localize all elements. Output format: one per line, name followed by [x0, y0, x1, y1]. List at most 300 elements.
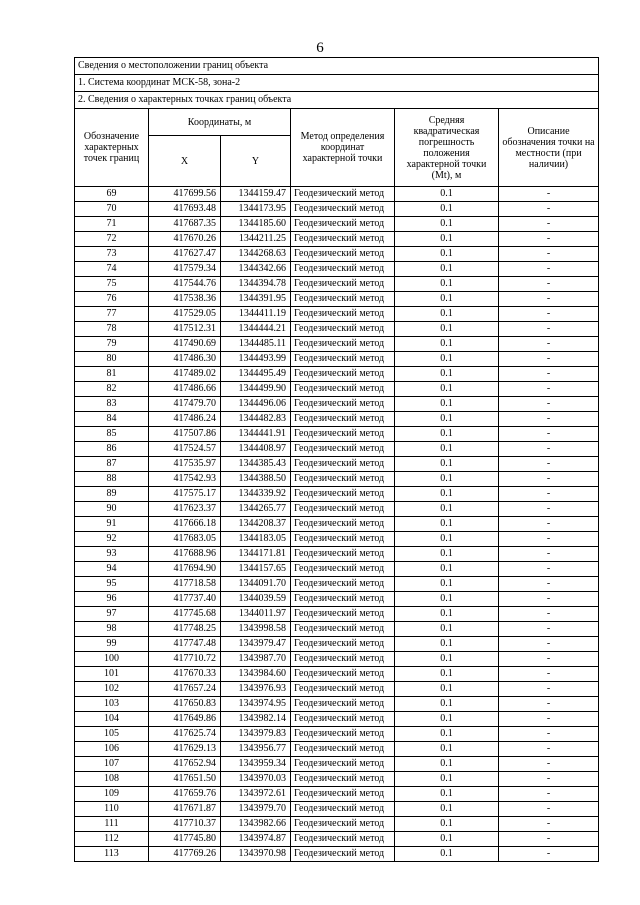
- method-cell: Геодезический метод: [291, 292, 395, 307]
- y-coordinate-cell: 1344211.25: [221, 232, 291, 247]
- y-coordinate-cell: 1343956.77: [221, 742, 291, 757]
- description-cell: -: [499, 847, 599, 862]
- table-row: [75, 397, 599, 412]
- accuracy-cell: 0.1: [395, 622, 499, 637]
- y-coordinate-cell: 1344408.97: [221, 442, 291, 457]
- table-row: [75, 547, 599, 562]
- table-row: [75, 817, 599, 832]
- accuracy-cell: 0.1: [395, 697, 499, 712]
- table-row: [75, 202, 599, 217]
- point-id-cell: 79: [75, 337, 149, 352]
- method-cell: Геодезический метод: [291, 697, 395, 712]
- y-coordinate-cell: 1344157.65: [221, 562, 291, 577]
- point-id-cell: 92: [75, 532, 149, 547]
- point-id-cell: 76: [75, 292, 149, 307]
- description-cell: -: [499, 472, 599, 487]
- accuracy-cell: 0.1: [395, 202, 499, 217]
- table-row: [75, 712, 599, 727]
- accuracy-cell: 0.1: [395, 367, 499, 382]
- description-cell: -: [499, 577, 599, 592]
- description-cell: -: [499, 772, 599, 787]
- table-row: [75, 487, 599, 502]
- x-coordinate-cell: 417535.97: [149, 457, 221, 472]
- y-coordinate-cell: 1344441.91: [221, 427, 291, 442]
- y-coordinate-cell: 1343998.58: [221, 622, 291, 637]
- y-coordinate-cell: 1344485.11: [221, 337, 291, 352]
- point-id-cell: 87: [75, 457, 149, 472]
- accuracy-cell: 0.1: [395, 727, 499, 742]
- y-coordinate-cell: 1343982.14: [221, 712, 291, 727]
- description-cell: -: [499, 292, 599, 307]
- point-id-cell: 108: [75, 772, 149, 787]
- y-coordinate-cell: 1344339.92: [221, 487, 291, 502]
- description-cell: -: [499, 562, 599, 577]
- point-id-cell: 88: [75, 472, 149, 487]
- table-row: [75, 652, 599, 667]
- y-coordinate-cell: 1344265.77: [221, 502, 291, 517]
- x-coordinate-cell: 417737.40: [149, 592, 221, 607]
- point-id-cell: 91: [75, 517, 149, 532]
- x-coordinate-cell: 417670.26: [149, 232, 221, 247]
- point-id-cell: 100: [75, 652, 149, 667]
- x-coordinate-cell: 417529.05: [149, 307, 221, 322]
- y-coordinate-cell: 1344444.21: [221, 322, 291, 337]
- method-cell: Геодезический метод: [291, 382, 395, 397]
- point-id-cell: 77: [75, 307, 149, 322]
- y-coordinate-cell: 1343979.47: [221, 637, 291, 652]
- method-cell: Геодезический метод: [291, 457, 395, 472]
- table-row: [75, 802, 599, 817]
- y-coordinate-cell: 1344208.37: [221, 517, 291, 532]
- accuracy-cell: 0.1: [395, 592, 499, 607]
- x-coordinate-cell: 417538.36: [149, 292, 221, 307]
- accuracy-cell: 0.1: [395, 247, 499, 262]
- description-cell: -: [499, 727, 599, 742]
- point-id-cell: 110: [75, 802, 149, 817]
- table-row: [75, 697, 599, 712]
- point-id-cell: 113: [75, 847, 149, 862]
- description-cell: -: [499, 277, 599, 292]
- table-row: [75, 517, 599, 532]
- x-coordinate-cell: 417683.05: [149, 532, 221, 547]
- table-row: [75, 787, 599, 802]
- table-row: [75, 727, 599, 742]
- table-row: [75, 757, 599, 772]
- x-coordinate-cell: 417629.13: [149, 742, 221, 757]
- y-coordinate-cell: 1344493.99: [221, 352, 291, 367]
- boundary-points-table: [74, 57, 599, 862]
- accuracy-cell: 0.1: [395, 772, 499, 787]
- description-cell: -: [499, 802, 599, 817]
- description-cell: -: [499, 412, 599, 427]
- table-row: [75, 772, 599, 787]
- y-coordinate-cell: 1343979.83: [221, 727, 291, 742]
- accuracy-cell: 0.1: [395, 712, 499, 727]
- point-id-cell: 106: [75, 742, 149, 757]
- x-coordinate-cell: 417542.93: [149, 472, 221, 487]
- table-row: [75, 367, 599, 382]
- y-coordinate-cell: 1343984.60: [221, 667, 291, 682]
- method-cell: Геодезический метод: [291, 637, 395, 652]
- y-coordinate-cell: 1343976.93: [221, 682, 291, 697]
- accuracy-cell: 0.1: [395, 847, 499, 862]
- section-title: Сведения о местоположении границ объекта: [75, 58, 599, 75]
- y-coordinate-cell: 1343982.66: [221, 817, 291, 832]
- y-coordinate-cell: 1343959.34: [221, 757, 291, 772]
- point-id-cell: 101: [75, 667, 149, 682]
- description-cell: -: [499, 652, 599, 667]
- x-coordinate-cell: 417544.76: [149, 277, 221, 292]
- x-coordinate-cell: 417694.90: [149, 562, 221, 577]
- method-cell: Геодезический метод: [291, 367, 395, 382]
- accuracy-cell: 0.1: [395, 397, 499, 412]
- table-row: [75, 247, 599, 262]
- point-id-cell: 95: [75, 577, 149, 592]
- description-cell: -: [499, 592, 599, 607]
- x-coordinate-cell: 417671.87: [149, 802, 221, 817]
- y-coordinate-cell: 1344185.60: [221, 217, 291, 232]
- description-cell: -: [499, 607, 599, 622]
- accuracy-cell: 0.1: [395, 337, 499, 352]
- point-id-cell: 74: [75, 262, 149, 277]
- x-coordinate-cell: 417687.35: [149, 217, 221, 232]
- x-coordinate-cell: 417693.48: [149, 202, 221, 217]
- accuracy-cell: 0.1: [395, 832, 499, 847]
- table-row: [75, 637, 599, 652]
- method-cell: Геодезический метод: [291, 442, 395, 457]
- y-coordinate-cell: 1344482.83: [221, 412, 291, 427]
- method-cell: Геодезический метод: [291, 832, 395, 847]
- description-cell: -: [499, 757, 599, 772]
- method-cell: Геодезический метод: [291, 307, 395, 322]
- x-coordinate-cell: 417623.37: [149, 502, 221, 517]
- point-id-cell: 90: [75, 502, 149, 517]
- x-coordinate-cell: 417507.86: [149, 427, 221, 442]
- point-id-cell: 70: [75, 202, 149, 217]
- x-coordinate-cell: 417486.24: [149, 412, 221, 427]
- description-cell: -: [499, 322, 599, 337]
- accuracy-cell: 0.1: [395, 442, 499, 457]
- point-id-cell: 98: [75, 622, 149, 637]
- x-coordinate-cell: 417710.72: [149, 652, 221, 667]
- x-coordinate-cell: 417575.17: [149, 487, 221, 502]
- table-row: [75, 292, 599, 307]
- point-id-cell: 105: [75, 727, 149, 742]
- method-cell: Геодезический метод: [291, 427, 395, 442]
- coord-system: 1. Система координат МСК-58, зона-2: [75, 75, 599, 92]
- x-coordinate-cell: 417769.26: [149, 847, 221, 862]
- accuracy-cell: 0.1: [395, 412, 499, 427]
- table-row: [75, 607, 599, 622]
- x-coordinate-cell: 417710.37: [149, 817, 221, 832]
- table-row: [75, 187, 599, 202]
- x-coordinate-cell: 417489.02: [149, 367, 221, 382]
- description-cell: -: [499, 817, 599, 832]
- table-row: [75, 277, 599, 292]
- table-row: [75, 322, 599, 337]
- table-row: [75, 832, 599, 847]
- table-row: [75, 352, 599, 367]
- table-row: [75, 307, 599, 322]
- point-id-cell: 94: [75, 562, 149, 577]
- method-cell: Геодезический метод: [291, 607, 395, 622]
- description-cell: -: [499, 832, 599, 847]
- header-point-id: Обозначение характерных точек границ: [75, 109, 149, 187]
- accuracy-cell: 0.1: [395, 682, 499, 697]
- header-accuracy: Средняя квадратическая погрешность положения характерной точки (Mt), м: [395, 109, 499, 187]
- table-row: [75, 382, 599, 397]
- method-cell: Геодезический метод: [291, 817, 395, 832]
- header-x: X: [149, 136, 221, 187]
- method-cell: Геодезический метод: [291, 742, 395, 757]
- header-y: Y: [221, 136, 291, 187]
- header-row-1: [75, 109, 599, 136]
- method-cell: Геодезический метод: [291, 532, 395, 547]
- x-coordinate-cell: 417524.57: [149, 442, 221, 457]
- point-id-cell: 89: [75, 487, 149, 502]
- y-coordinate-cell: 1344091.70: [221, 577, 291, 592]
- method-cell: Геодезический метод: [291, 217, 395, 232]
- point-id-cell: 81: [75, 367, 149, 382]
- description-cell: -: [499, 742, 599, 757]
- x-coordinate-cell: 417666.18: [149, 517, 221, 532]
- description-cell: -: [499, 232, 599, 247]
- section-title-row: [75, 58, 599, 75]
- y-coordinate-cell: 1343974.87: [221, 832, 291, 847]
- point-id-cell: 93: [75, 547, 149, 562]
- y-coordinate-cell: 1343970.98: [221, 847, 291, 862]
- y-coordinate-cell: 1344411.19: [221, 307, 291, 322]
- accuracy-cell: 0.1: [395, 472, 499, 487]
- x-coordinate-cell: 417486.30: [149, 352, 221, 367]
- table-row: [75, 232, 599, 247]
- description-cell: -: [499, 622, 599, 637]
- x-coordinate-cell: 417652.94: [149, 757, 221, 772]
- description-cell: -: [499, 202, 599, 217]
- description-cell: -: [499, 262, 599, 277]
- x-coordinate-cell: 417649.86: [149, 712, 221, 727]
- accuracy-cell: 0.1: [395, 562, 499, 577]
- x-coordinate-cell: 417699.56: [149, 187, 221, 202]
- method-cell: Геодезический метод: [291, 547, 395, 562]
- accuracy-cell: 0.1: [395, 637, 499, 652]
- point-id-cell: 75: [75, 277, 149, 292]
- y-coordinate-cell: 1344391.95: [221, 292, 291, 307]
- accuracy-cell: 0.1: [395, 607, 499, 622]
- method-cell: Геодезический метод: [291, 502, 395, 517]
- table-row: [75, 562, 599, 577]
- header-method: Метод определения координат характерной точки: [291, 109, 395, 187]
- method-cell: Геодезический метод: [291, 247, 395, 262]
- description-cell: -: [499, 487, 599, 502]
- method-cell: Геодезический метод: [291, 337, 395, 352]
- point-id-cell: 84: [75, 412, 149, 427]
- accuracy-cell: 0.1: [395, 652, 499, 667]
- point-id-cell: 69: [75, 187, 149, 202]
- point-id-cell: 73: [75, 247, 149, 262]
- table-row: [75, 427, 599, 442]
- description-cell: -: [499, 217, 599, 232]
- description-cell: -: [499, 442, 599, 457]
- table-row: [75, 577, 599, 592]
- header-description: Описание обозначения точки на местности (при наличии): [499, 109, 599, 187]
- table-row: [75, 337, 599, 352]
- accuracy-cell: 0.1: [395, 187, 499, 202]
- y-coordinate-cell: 1344171.81: [221, 547, 291, 562]
- method-cell: Геодезический метод: [291, 352, 395, 367]
- description-cell: -: [499, 247, 599, 262]
- accuracy-cell: 0.1: [395, 262, 499, 277]
- table-row: [75, 667, 599, 682]
- method-cell: Геодезический метод: [291, 202, 395, 217]
- method-cell: Геодезический метод: [291, 577, 395, 592]
- method-cell: Геодезический метод: [291, 682, 395, 697]
- table-row: [75, 742, 599, 757]
- method-cell: Геодезический метод: [291, 472, 395, 487]
- accuracy-cell: 0.1: [395, 352, 499, 367]
- y-coordinate-cell: 1343987.70: [221, 652, 291, 667]
- method-cell: Геодезический метод: [291, 397, 395, 412]
- y-coordinate-cell: 1344495.49: [221, 367, 291, 382]
- method-cell: Геодезический метод: [291, 802, 395, 817]
- accuracy-cell: 0.1: [395, 487, 499, 502]
- table-row: [75, 412, 599, 427]
- points-section-title: 2. Сведения о характерных точках границ объекта: [75, 92, 599, 109]
- method-cell: Геодезический метод: [291, 787, 395, 802]
- coord-system-row: [75, 75, 599, 92]
- table-row: [75, 682, 599, 697]
- point-id-cell: 78: [75, 322, 149, 337]
- method-cell: Геодезический метод: [291, 622, 395, 637]
- x-coordinate-cell: 417745.80: [149, 832, 221, 847]
- y-coordinate-cell: 1343979.70: [221, 802, 291, 817]
- point-id-cell: 103: [75, 697, 149, 712]
- method-cell: Геодезический метод: [291, 712, 395, 727]
- accuracy-cell: 0.1: [395, 277, 499, 292]
- y-coordinate-cell: 1344496.06: [221, 397, 291, 412]
- y-coordinate-cell: 1344183.05: [221, 532, 291, 547]
- table-row: [75, 622, 599, 637]
- description-cell: -: [499, 517, 599, 532]
- accuracy-cell: 0.1: [395, 817, 499, 832]
- description-cell: -: [499, 697, 599, 712]
- point-id-cell: 80: [75, 352, 149, 367]
- accuracy-cell: 0.1: [395, 757, 499, 772]
- accuracy-cell: 0.1: [395, 292, 499, 307]
- point-id-cell: 111: [75, 817, 149, 832]
- x-coordinate-cell: 417747.48: [149, 637, 221, 652]
- description-cell: -: [499, 532, 599, 547]
- point-id-cell: 82: [75, 382, 149, 397]
- x-coordinate-cell: 417579.34: [149, 262, 221, 277]
- point-id-cell: 86: [75, 442, 149, 457]
- description-cell: -: [499, 337, 599, 352]
- x-coordinate-cell: 417486.66: [149, 382, 221, 397]
- accuracy-cell: 0.1: [395, 457, 499, 472]
- point-id-cell: 102: [75, 682, 149, 697]
- accuracy-cell: 0.1: [395, 427, 499, 442]
- description-cell: -: [499, 397, 599, 412]
- table-row: [75, 592, 599, 607]
- accuracy-cell: 0.1: [395, 532, 499, 547]
- y-coordinate-cell: 1344342.66: [221, 262, 291, 277]
- table-row: [75, 532, 599, 547]
- table-row: [75, 847, 599, 862]
- point-id-cell: 97: [75, 607, 149, 622]
- accuracy-cell: 0.1: [395, 232, 499, 247]
- description-cell: -: [499, 307, 599, 322]
- point-id-cell: 83: [75, 397, 149, 412]
- page-number: 6: [316, 40, 324, 56]
- method-cell: Геодезический метод: [291, 517, 395, 532]
- accuracy-cell: 0.1: [395, 547, 499, 562]
- method-cell: Геодезический метод: [291, 562, 395, 577]
- table-row: [75, 502, 599, 517]
- method-cell: Геодезический метод: [291, 487, 395, 502]
- x-coordinate-cell: 417748.25: [149, 622, 221, 637]
- description-cell: -: [499, 187, 599, 202]
- accuracy-cell: 0.1: [395, 802, 499, 817]
- x-coordinate-cell: 417670.33: [149, 667, 221, 682]
- accuracy-cell: 0.1: [395, 382, 499, 397]
- y-coordinate-cell: 1344268.63: [221, 247, 291, 262]
- accuracy-cell: 0.1: [395, 742, 499, 757]
- description-cell: -: [499, 637, 599, 652]
- x-coordinate-cell: 417627.47: [149, 247, 221, 262]
- accuracy-cell: 0.1: [395, 217, 499, 232]
- point-id-cell: 104: [75, 712, 149, 727]
- method-cell: Геодезический метод: [291, 667, 395, 682]
- points-section-row: [75, 92, 599, 109]
- table-row: [75, 457, 599, 472]
- accuracy-cell: 0.1: [395, 307, 499, 322]
- method-cell: Геодезический метод: [291, 772, 395, 787]
- description-cell: -: [499, 367, 599, 382]
- header-coords: Координаты, м: [149, 109, 291, 136]
- accuracy-cell: 0.1: [395, 502, 499, 517]
- x-coordinate-cell: 417650.83: [149, 697, 221, 712]
- method-cell: Геодезический метод: [291, 847, 395, 862]
- point-id-cell: 99: [75, 637, 149, 652]
- y-coordinate-cell: 1343974.95: [221, 697, 291, 712]
- point-id-cell: 71: [75, 217, 149, 232]
- x-coordinate-cell: 417688.96: [149, 547, 221, 562]
- method-cell: Геодезический метод: [291, 187, 395, 202]
- y-coordinate-cell: 1344394.78: [221, 277, 291, 292]
- method-cell: Геодезический метод: [291, 232, 395, 247]
- x-coordinate-cell: 417745.68: [149, 607, 221, 622]
- description-cell: -: [499, 382, 599, 397]
- table-row: [75, 472, 599, 487]
- description-cell: -: [499, 712, 599, 727]
- description-cell: -: [499, 682, 599, 697]
- y-coordinate-cell: 1344385.43: [221, 457, 291, 472]
- x-coordinate-cell: 417490.69: [149, 337, 221, 352]
- y-coordinate-cell: 1344159.47: [221, 187, 291, 202]
- accuracy-cell: 0.1: [395, 577, 499, 592]
- y-coordinate-cell: 1344039.59: [221, 592, 291, 607]
- method-cell: Геодезический метод: [291, 727, 395, 742]
- method-cell: Геодезический метод: [291, 322, 395, 337]
- point-id-cell: 85: [75, 427, 149, 442]
- accuracy-cell: 0.1: [395, 517, 499, 532]
- table-row: [75, 217, 599, 232]
- x-coordinate-cell: 417651.50: [149, 772, 221, 787]
- x-coordinate-cell: 417625.74: [149, 727, 221, 742]
- x-coordinate-cell: 417512.31: [149, 322, 221, 337]
- description-cell: -: [499, 667, 599, 682]
- method-cell: Геодезический метод: [291, 277, 395, 292]
